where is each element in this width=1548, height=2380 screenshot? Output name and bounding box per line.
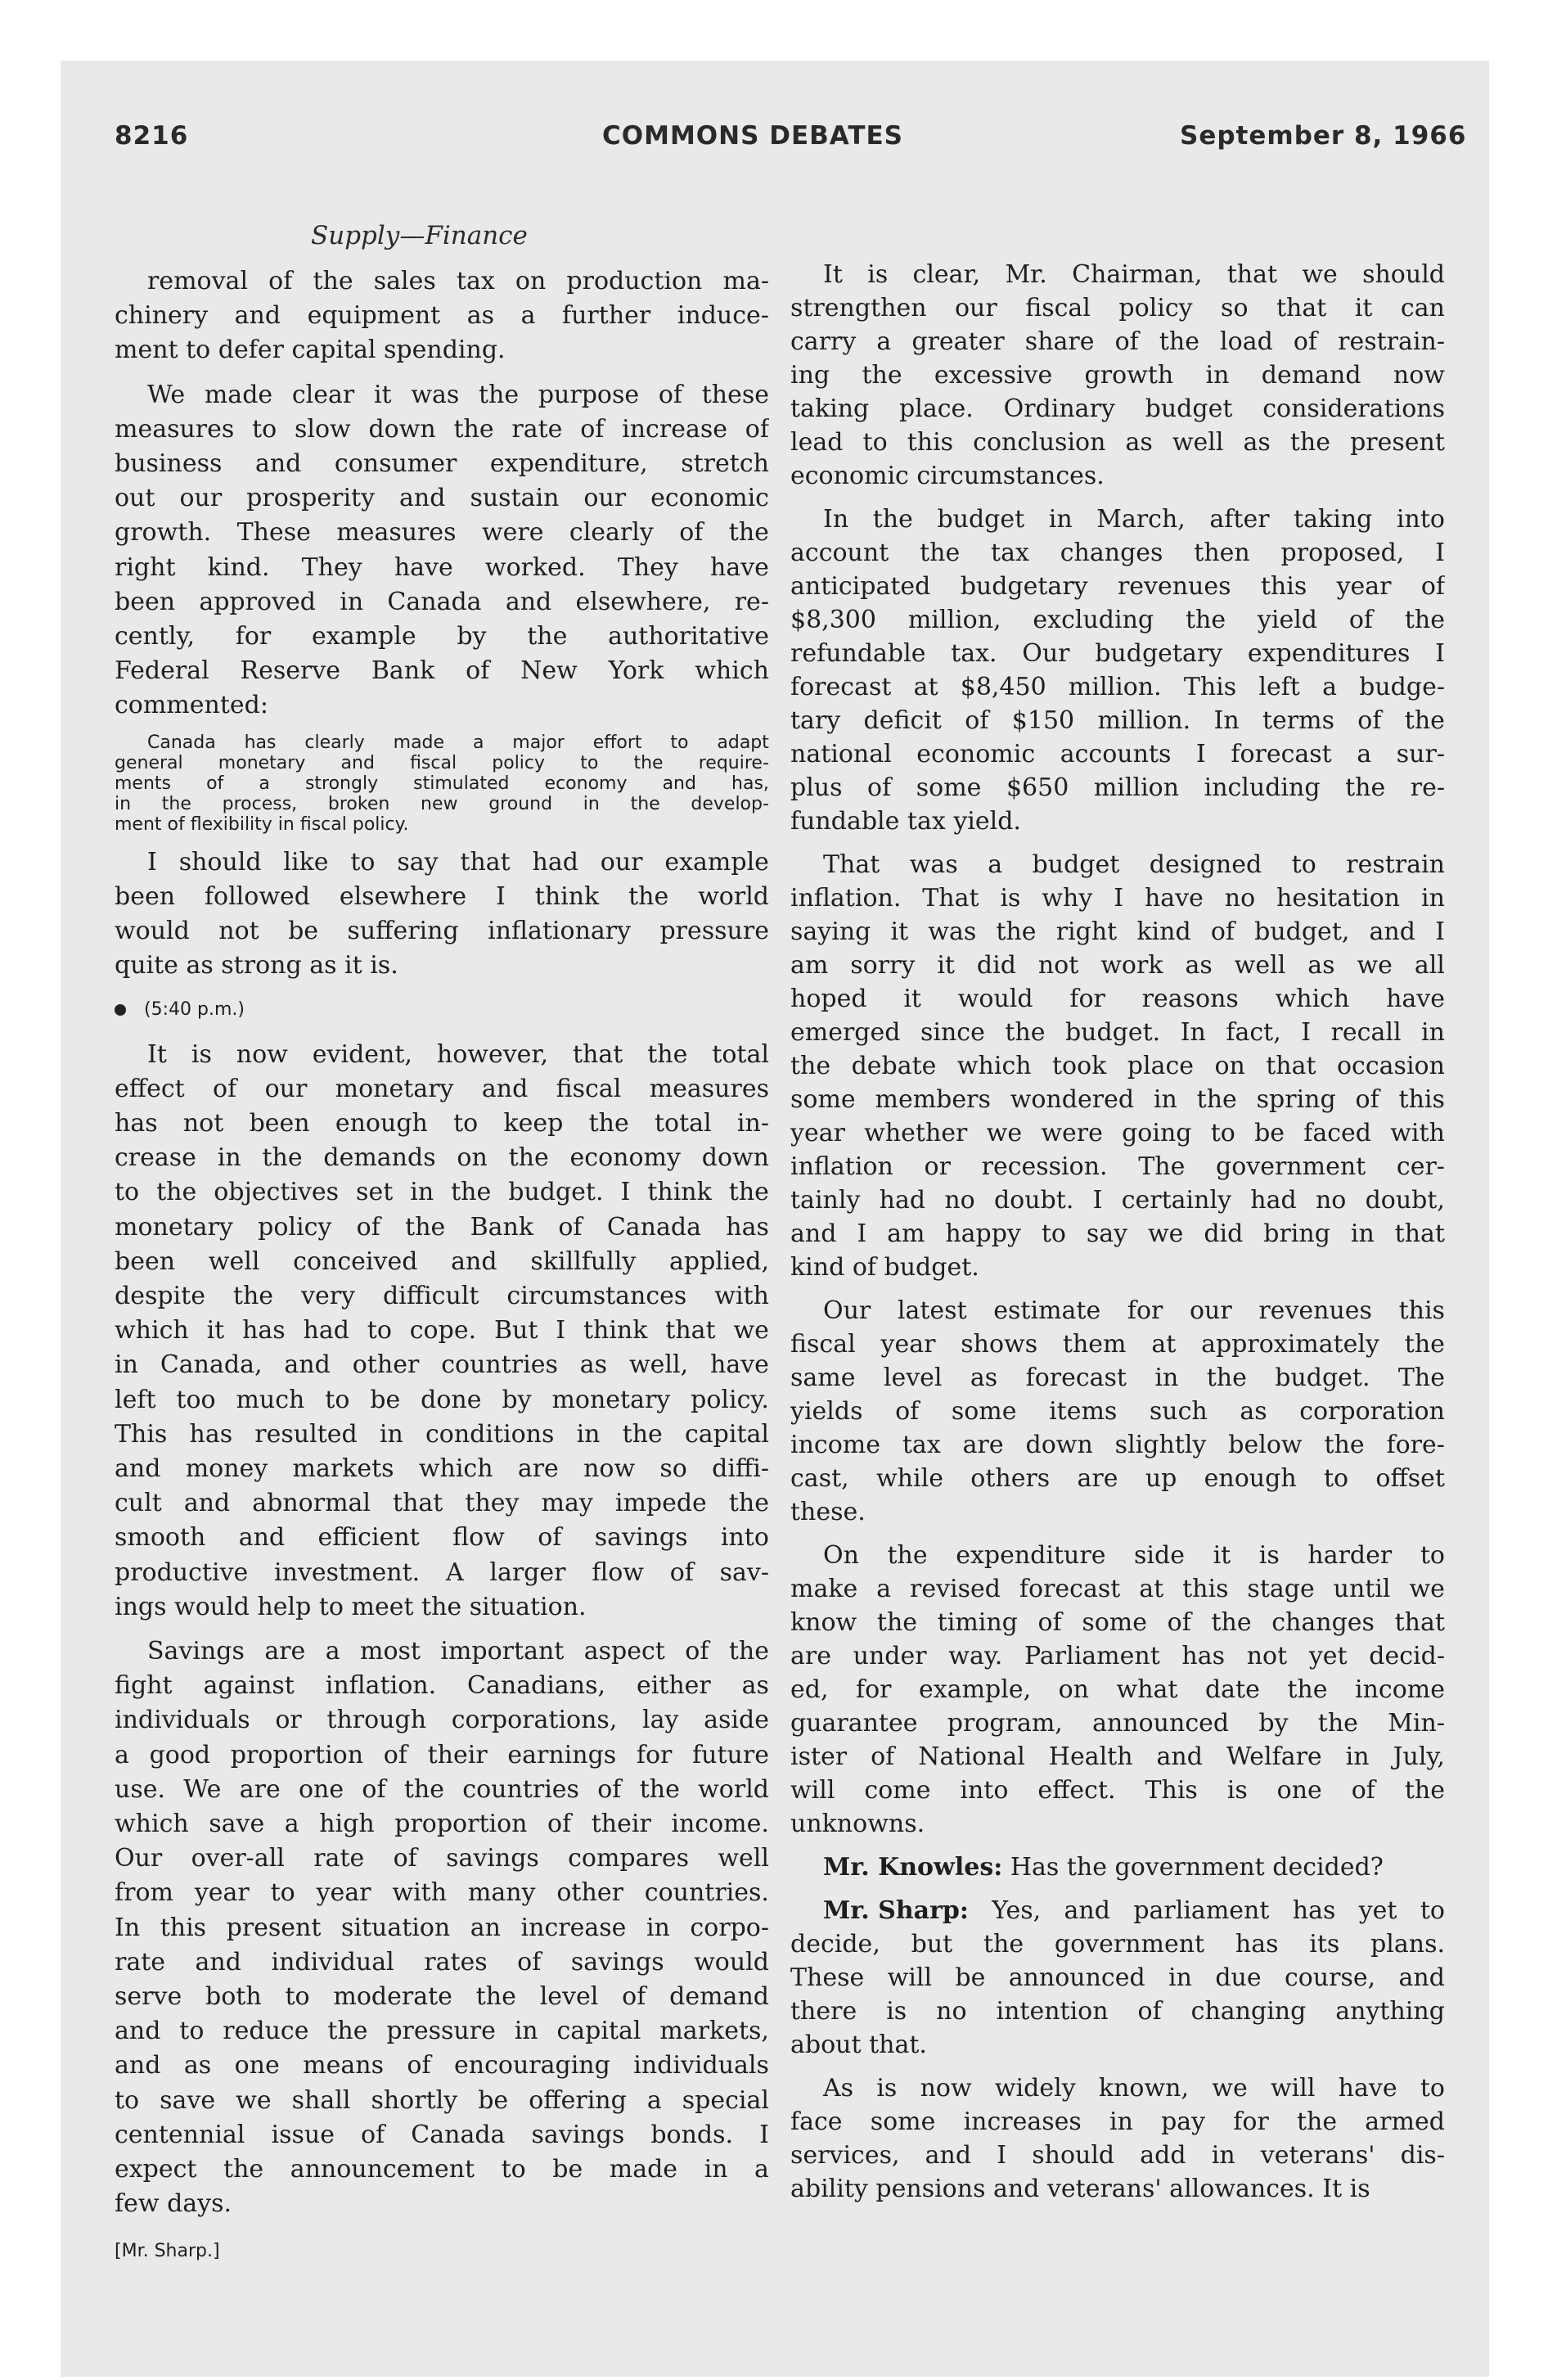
text-line: and I am happy to say we did bring in that (790, 1219, 1445, 1248)
text-line: guarantee program, announced by the Min- (790, 1709, 1445, 1738)
text-line: despite the very difficult circumstances with (115, 1282, 769, 1310)
text-line: yields of some items such as corporation (790, 1397, 1445, 1426)
text-line: which save a high proportion of their income. (115, 1810, 769, 1838)
quote-line: ments of a strongly stimulated economy and has, (115, 773, 769, 794)
text-line: a good proportion of their earnings for future (115, 1740, 769, 1769)
text-line: refundable tax. Our budgetary expenditures I (790, 639, 1445, 668)
text-line: right kind. They have worked. They have (115, 552, 769, 582)
text-line: cently, for example by the authoritative (115, 622, 769, 651)
text-line: fight against inflation. Canadians, either as (115, 1671, 769, 1701)
text-line: individuals or through corporations, lay aside (115, 1706, 769, 1735)
text-line: income tax are down slightly below the fore- (790, 1431, 1445, 1459)
text-line: these. (790, 1498, 866, 1526)
text-line: On the expenditure side it is harder to (823, 1541, 1445, 1570)
text-line: hoped it would for reasons which have (790, 985, 1445, 1013)
text-line: services, and I should add in veterans' dis- (790, 2141, 1445, 2170)
text-line: and money markets which are now so diffi- (115, 1454, 769, 1483)
text-line: unknowns. (790, 1810, 925, 1838)
text-line: same level as forecast in the budget. The (790, 1364, 1445, 1392)
text-line: removal of the sales tax on production ma- (147, 267, 769, 295)
text-line: been approved in Canada and elsewhere, re- (115, 587, 769, 616)
text-line: cast, while others are up enough to offset (790, 1464, 1445, 1493)
text-line: effect of our monetary and fiscal measures (115, 1074, 769, 1103)
text-line: ings would help to meet the situation. (115, 1592, 587, 1621)
text-line: centennial issue of Canada savings bonds. I (115, 2120, 769, 2149)
text-line: account the tax changes then proposed, I (790, 539, 1445, 567)
text-line: Savings are a most important aspect of the (147, 1637, 769, 1666)
text-line: carry a greater share of the load of restrain- (790, 327, 1445, 356)
text-line: We made clear it was the purpose of these (147, 380, 769, 409)
text-line: know the timing of some of the changes that (790, 1608, 1445, 1637)
text-line: Our latest estimate for our revenues this (823, 1296, 1445, 1325)
quote-line: Canada has clearly made a major effort to adapt (147, 732, 769, 753)
text-line: commented: (115, 691, 268, 720)
text-line: tary deficit of $150 million. In terms of the (790, 706, 1445, 735)
text-line: has not been enough to keep the total in- (115, 1109, 769, 1138)
text-line: about that. (790, 2031, 927, 2059)
text-line: ment to defer capital spending. (115, 336, 506, 365)
text-line: are under way. Parliament has not yet decid- (790, 1642, 1445, 1670)
text-line: smooth and efficient flow of savings into (115, 1523, 769, 1553)
text-line: inflation. That is why I have no hesitation in (790, 884, 1445, 913)
text-line (790, 1850, 1445, 1886)
text-line: forecast at $8,450 million. This left a budge- (790, 673, 1445, 701)
text-line: tainly had no doubt. I certainly had no doubt, (790, 1186, 1445, 1215)
text-line: few days. (115, 2189, 232, 2219)
text-line: saying it was the right kind of budget, and I (790, 917, 1445, 946)
time-marker-text: (5:40 p.m.) (144, 999, 245, 1021)
text-line: to the objectives set in the budget. I think the (115, 1178, 769, 1207)
text-line: I should like to say that had our example (147, 847, 769, 877)
text-line: It is clear, Mr. Chairman, that we should (823, 260, 1445, 289)
text-line: and to reduce the pressure in capital markets, (115, 2017, 769, 2046)
speaker-name: Mr. Knowles: (823, 1853, 1003, 1882)
text-line: plus of some $650 million including the re- (790, 773, 1445, 802)
text-line: monetary policy of the Bank of Canada has (115, 1212, 769, 1242)
speaker-attribution: [Mr. Sharp.] (115, 2241, 220, 2262)
text-line: face some increases in pay for the armed (790, 2107, 1445, 2136)
journal-title: COMMONS DEBATES (602, 121, 903, 151)
quote-line: general monetary and fiscal policy to the require- (115, 752, 769, 773)
text-line: national economic accounts I forecast a sur- (790, 740, 1445, 769)
text-line: Mr. Sharp: Yes, and parliament has yet to (790, 1893, 1445, 1929)
text-line: ed, for example, on what date the income (790, 1675, 1445, 1704)
section-heading: Supply—Finance (311, 221, 528, 250)
text-line: fiscal year shows them at approximately the (790, 1330, 1445, 1359)
text-line: crease in the demands on the economy down (115, 1143, 769, 1173)
text-line: These will be announced in due course, and (790, 1963, 1445, 1992)
page-date: September 8, 1966 (1180, 121, 1467, 151)
text-line: business and consumer expenditure, stretch (115, 449, 769, 478)
text-line: chinery and equipment as a further induce- (115, 301, 769, 331)
text-line: In the budget in March, after taking into (823, 505, 1445, 534)
text-line: As is now widely known, we will have to (823, 2074, 1445, 2103)
text-line: In this present situation an increase in corpo- (115, 1913, 769, 1942)
text-line: rate and individual rates of savings would (115, 1947, 769, 1977)
text-line: year whether we were going to be faced with (790, 1119, 1445, 1147)
text-line: Federal Reserve Bank of New York which (115, 656, 769, 686)
bullet-icon (115, 1004, 126, 1016)
time-marker (115, 992, 769, 1028)
text-line: This has resulted in conditions in the capital (115, 1419, 769, 1449)
text-line: and as one means of encouraging individuals (115, 2051, 769, 2080)
text-line: ing the excessive growth in demand now (790, 361, 1445, 390)
text-line: measures to slow down the rate of increase of (115, 414, 769, 444)
text-line: strengthen our fiscal policy so that it can (790, 294, 1445, 322)
text-line: which it has had to cope. But I think that we (115, 1316, 769, 1346)
text-line: taking place. Ordinary budget considerations (790, 394, 1445, 423)
text-line: to save we shall shortly be offering a special (115, 2085, 769, 2115)
text-line: kind of budget. (790, 1253, 979, 1282)
text-line: quite as strong as it is. (115, 951, 398, 980)
text-line: left too much to be done by monetary policy. (115, 1385, 769, 1414)
quote-line: ment of flexibility in fiscal policy. (115, 814, 409, 835)
text-line: been well conceived and skillfully applied, (115, 1246, 769, 1276)
text-line: out our prosperity and sustain our economic (115, 484, 769, 513)
text-line: make a revised forecast at this stage until we (790, 1575, 1445, 1603)
text-line: the debate which took place on that occasion (790, 1052, 1445, 1080)
page-number: 8216 (115, 121, 189, 151)
text-line: there is no intention of changing anything (790, 1997, 1445, 2026)
text-line: economic circumstances. (790, 462, 1105, 490)
text-line: am sorry it did not work as well as we all (790, 951, 1445, 980)
text-line: cult and abnormal that they may impede the (115, 1489, 769, 1518)
text-line: been followed elsewhere I think the world (115, 881, 769, 911)
text-line: anticipated budgetary revenues this year of (790, 572, 1445, 601)
text-line: emerged since the budget. In fact, I recall in (790, 1018, 1445, 1047)
text-line: growth. These measures were clearly of the (115, 518, 769, 548)
text-line: decide, but the government has its plans. (790, 1930, 1445, 1959)
text-line: from year to year with many other countries. (115, 1878, 769, 1908)
text-line: serve both to moderate the level of demand (115, 1982, 769, 2011)
text-line: some members wondered in the spring of this (790, 1085, 1445, 1114)
text-line: lead to this conclusion as well as the present (790, 428, 1445, 457)
speech-text: Has the government decided? (1002, 1853, 1384, 1882)
text-line: ability pensions and veterans' allowances. It is (790, 2175, 1370, 2203)
text-line: productive investment. A larger flow of sav- (115, 1557, 769, 1587)
text-line: would not be suffering inflationary pressure (115, 917, 769, 945)
text-line: $8,300 million, excluding the yield of the (790, 606, 1445, 634)
text-line: will come into effect. This is one of the (790, 1776, 1445, 1805)
text-line: inflation or recession. The government cer- (790, 1152, 1445, 1181)
text-line: It is now evident, however, that the total (147, 1039, 769, 1069)
text-line: fundable tax yield. (790, 807, 1021, 836)
speaker-name: Mr. Sharp: (823, 1896, 969, 1925)
text-line: use. We are one of the countries of the world (115, 1774, 769, 1804)
text-line: expect the announcement to be made in a (115, 2155, 769, 2184)
text-line: ister of National Health and Welfare in July, (790, 1742, 1445, 1771)
text-line: Our over-all rate of savings compares well (115, 1844, 769, 1873)
text-line: That was a budget designed to restrain (823, 850, 1445, 879)
quote-line: in the process, broken new ground in the develop- (115, 793, 769, 814)
text-line: in Canada, and other countries as well, have (115, 1350, 769, 1380)
